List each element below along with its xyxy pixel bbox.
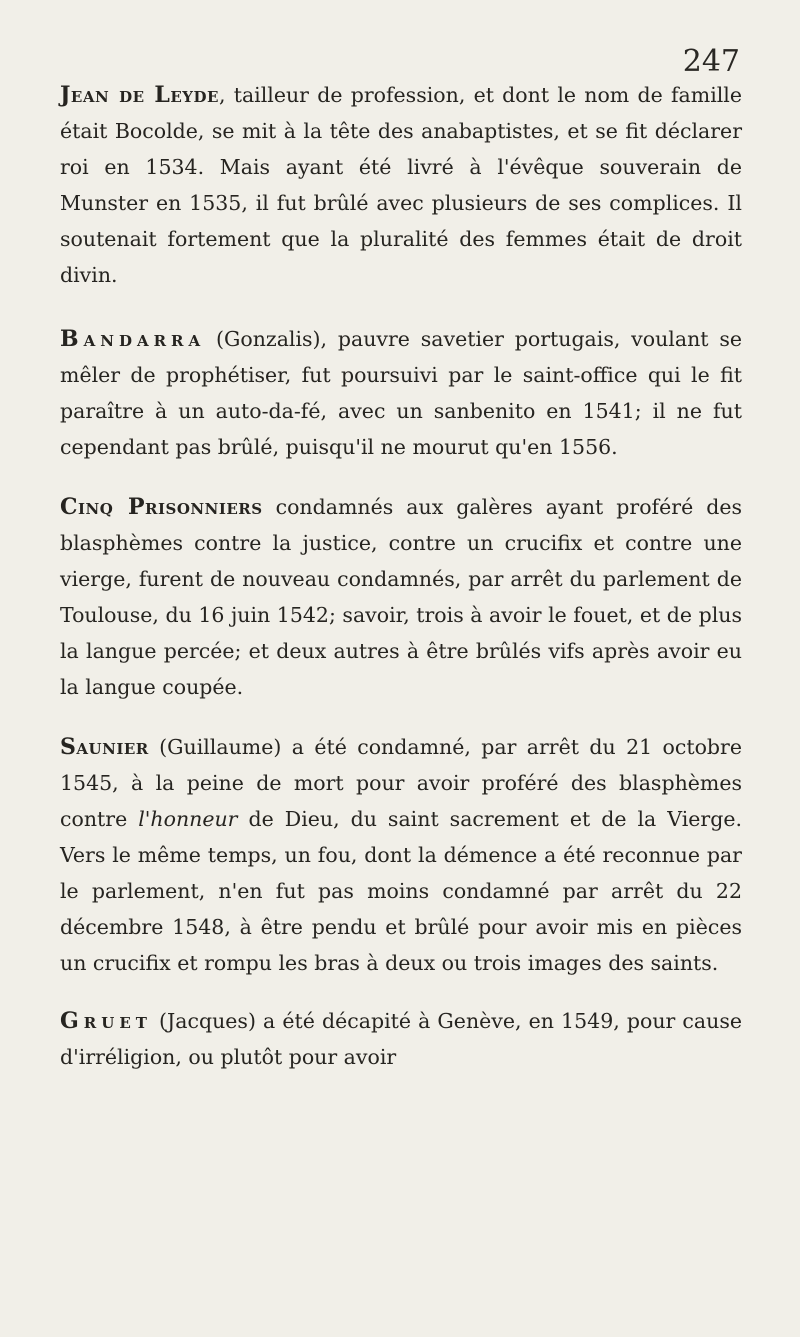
entry-saunier [60, 729, 742, 981]
entry-body: (Guillaume) a été condamné, par arrêt du 21 octobre 1545, à la peine de mort pour avoir proféré des blasphèmes contre [60, 735, 742, 831]
page-number: 247 [682, 44, 740, 79]
entry-bandarra [60, 321, 742, 465]
entry-head: Jean de Leyde [60, 82, 219, 108]
entry-body: condamnés aux galères ayant proféré des blasphèmes contre la justice, contre un crucifix et contre une vierge, furent de nouveau condamnés, par arrêt du parlement de Toulouse, du 16 juin 1542; savoir, trois à avoir le fouet, et de plus la langue percée; et deux autres à être brûlés vifs après avoir eu la langue coupée. [60, 495, 743, 699]
entry-body: , tailleur de profession, et dont le nom de famille était Bocolde, se mit à la tête des anabaptistes, et se fit déclarer roi en 1534. Mais ayant été livré à l'évêque souverain de Munster en 1535, il fut brûlé avec plusieurs de ses complices. Il soutenait fortement que la pluralité des femmes était de droit divin. [60, 83, 742, 287]
entry-gruet [60, 1003, 742, 1075]
entry-cinq-prisonniers [60, 489, 742, 705]
entry-head: Cinq Prisonniers [60, 494, 263, 520]
entry-head: Gruet [60, 1008, 152, 1034]
entry-jean-de-leyde [60, 77, 742, 293]
entry-body: (Gonzalis), pauvre savetier portugais, voulant se mêler de prophétiser, fut poursuivi par le saint-office qui le fit paraître à un auto-da-fé, avec un sanbenito en 1541; il ne fut cependant pas brûlé, puisqu'il ne mourut qu'en 1556. [60, 327, 742, 459]
entry-head: Bandarra [60, 326, 206, 352]
entry-italic: l'honneur [138, 807, 238, 831]
entry-body: (Jacques) a été décapité à Genève, en 1549, pour cause d'irréligion, ou plutôt pour avoir [60, 1009, 742, 1069]
entry-body: de Dieu, du saint sacrement et de la Vierge. Vers le même temps, un fou, dont la démence a été reconnue par le parlement, n'en fut pas moins condamné par arrêt du 22 décembre 1548, à être pendu et brûlé pour avoir mis en pièces un crucifix et rompu les bras à deux ou trois images des saints. [60, 807, 742, 975]
entry-head: Saunier [60, 734, 149, 760]
entry-list [60, 77, 742, 1085]
